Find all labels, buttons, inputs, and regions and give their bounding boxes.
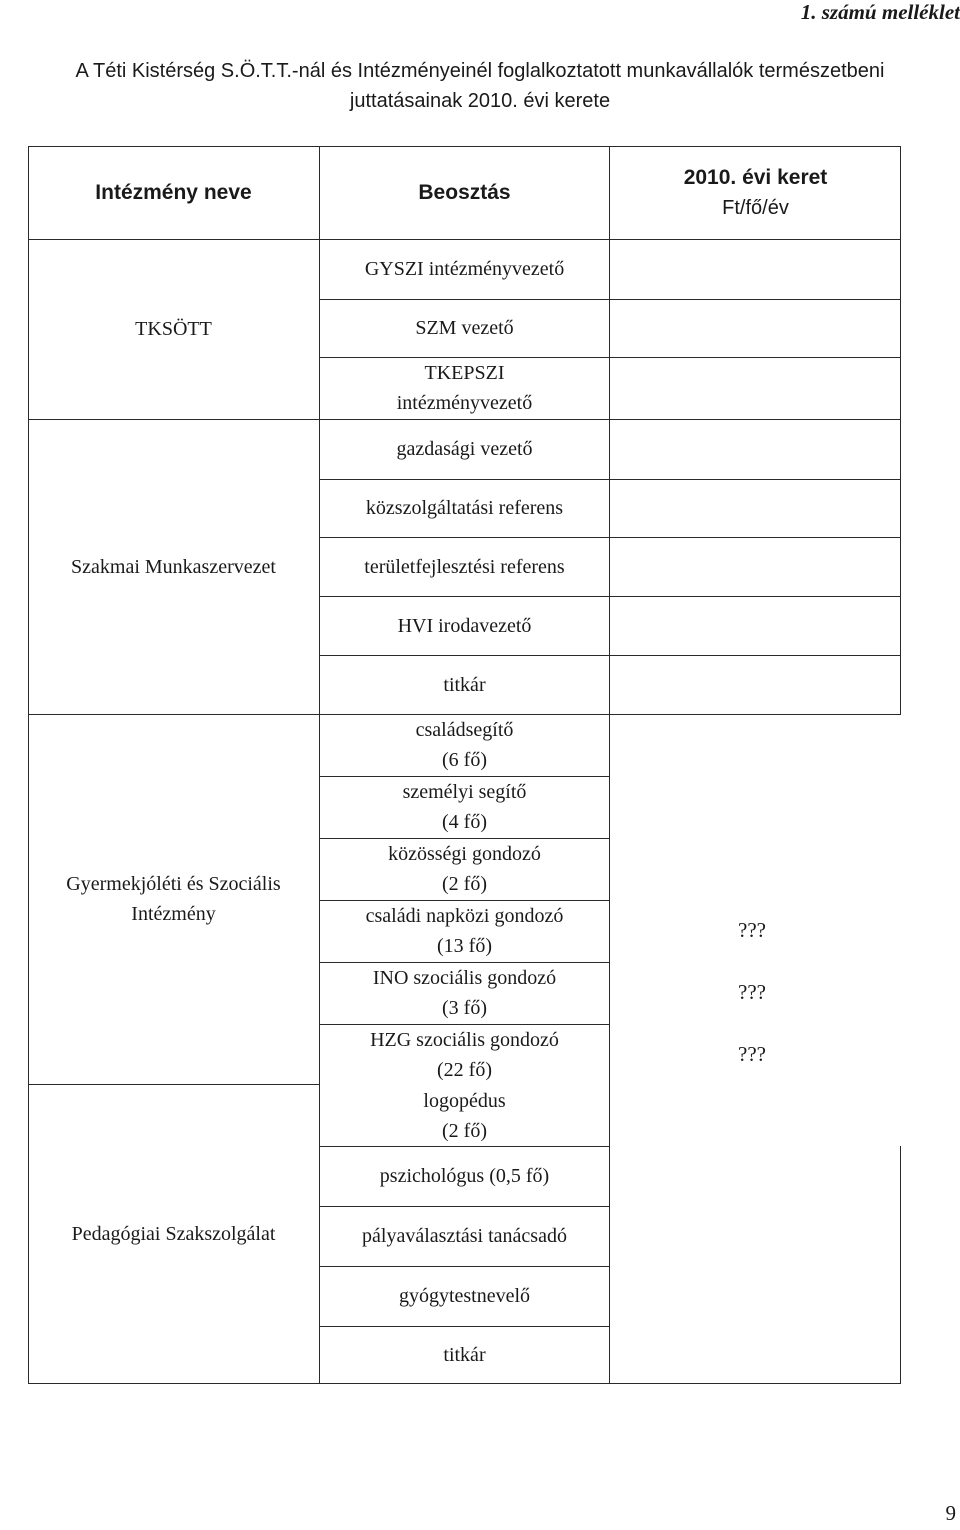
position-label: HZG szociális gondozó bbox=[370, 1029, 559, 1051]
position-label: SZM vezető bbox=[415, 317, 514, 339]
position-row bbox=[319, 1086, 610, 1146]
table-rule bbox=[319, 776, 610, 777]
document-title bbox=[0, 56, 960, 116]
table-rule bbox=[319, 1146, 610, 1147]
header-budget-year: 2010. évi keret bbox=[683, 165, 828, 189]
position-label: GYSZI intézményvezető bbox=[364, 258, 565, 280]
position-label: közszolgáltatási referens bbox=[365, 497, 564, 519]
document-title-line-1: A Téti Kistérség S.Ö.T.T.-nál és Intézményeinél foglalkoztatott munkavállalók természetbeni bbox=[75, 60, 885, 82]
table-rule bbox=[319, 1266, 610, 1267]
annex-label: 1. számú melléklet bbox=[800, 0, 960, 24]
position-label: INO szociális gondozó bbox=[372, 967, 557, 989]
table-rule bbox=[319, 357, 901, 358]
position-label: titkár bbox=[443, 673, 486, 696]
position-headcount: (3 fő) bbox=[442, 997, 487, 1019]
position-row bbox=[319, 655, 610, 714]
institution-pedagogiai-szakszolgalat: Pedagógiai Szakszolgálat bbox=[71, 1223, 276, 1245]
position-row bbox=[319, 1266, 610, 1326]
position-row bbox=[319, 479, 610, 537]
table-border bbox=[900, 1146, 901, 1384]
budget-value: ??? bbox=[738, 1042, 766, 1066]
page-number: 9 bbox=[945, 1501, 956, 1525]
position-row bbox=[319, 962, 610, 1024]
table-rule bbox=[28, 419, 901, 420]
institution-tksott: TKSÖTT bbox=[135, 318, 212, 340]
position-row bbox=[319, 1024, 610, 1086]
header-budget-unit: Ft/fő/év bbox=[722, 196, 789, 219]
position-headcount: (13 fő) bbox=[437, 935, 492, 957]
position-row bbox=[319, 239, 610, 299]
table-rule bbox=[319, 299, 901, 300]
table-rule bbox=[28, 714, 901, 715]
position-row bbox=[319, 714, 610, 776]
table-rule bbox=[319, 838, 610, 839]
position-headcount: (2 fő) bbox=[442, 873, 487, 895]
position-headcount: (2 fő) bbox=[442, 1120, 487, 1142]
position-label: gyógytestnevelő bbox=[398, 1285, 531, 1307]
institution-gyermekjoleti: Gyermekjóléti és Szociális Intézmény bbox=[66, 873, 281, 925]
table-rule bbox=[319, 1024, 610, 1025]
table-rule bbox=[609, 146, 610, 1384]
institution-szakmai-munkaszervezet: Szakmai Munkaszervezet bbox=[71, 555, 276, 578]
table-rule bbox=[319, 596, 901, 597]
position-row bbox=[319, 299, 610, 357]
position-row bbox=[319, 1146, 610, 1206]
position-label: gazdasági vezető bbox=[396, 438, 533, 460]
position-label: területfejlesztési referens bbox=[364, 555, 565, 578]
position-label: pszichológus (0,5 fő) bbox=[379, 1165, 550, 1187]
position-row bbox=[319, 900, 610, 962]
position-row bbox=[319, 596, 610, 655]
position-label: HVI irodavezető bbox=[397, 614, 532, 637]
table-rule bbox=[28, 1084, 319, 1085]
position-label: TKEPSZI bbox=[424, 362, 505, 384]
position-headcount: (6 fő) bbox=[442, 749, 487, 771]
table-border bbox=[28, 146, 901, 147]
position-row bbox=[319, 838, 610, 900]
table-rule bbox=[319, 655, 901, 656]
position-row bbox=[319, 776, 610, 838]
table-rule bbox=[28, 239, 901, 240]
table-border bbox=[900, 146, 901, 714]
table-rule bbox=[319, 1206, 610, 1207]
position-row bbox=[319, 1206, 610, 1266]
position-label: logopédus bbox=[423, 1090, 506, 1112]
benefits-table bbox=[28, 146, 901, 1384]
header-position: Beosztás bbox=[418, 180, 511, 204]
document-title-line-2: juttatásainak 2010. évi kerete bbox=[349, 90, 611, 112]
position-label: pályaválasztási tanácsadó bbox=[362, 1225, 567, 1247]
position-label: családi napközi gondozó bbox=[365, 905, 564, 927]
position-label: közösségi gondozó bbox=[388, 843, 541, 865]
table-rule bbox=[319, 900, 610, 901]
table-rule bbox=[319, 1326, 610, 1327]
table-border bbox=[28, 146, 29, 1384]
position-label-line-2: intézményvezető bbox=[396, 392, 533, 414]
table-rule bbox=[319, 479, 901, 480]
position-headcount: (4 fő) bbox=[442, 811, 487, 833]
table-rule bbox=[319, 537, 901, 538]
table-rule bbox=[319, 146, 320, 1384]
position-row bbox=[319, 537, 610, 596]
position-row bbox=[319, 1326, 610, 1384]
table-border bbox=[28, 1383, 901, 1384]
position-label: családsegítő bbox=[415, 719, 514, 741]
header-institution: Intézmény neve bbox=[95, 180, 252, 204]
position-headcount: (22 fő) bbox=[437, 1059, 492, 1081]
position-label: titkár bbox=[443, 1344, 486, 1366]
position-row bbox=[319, 357, 610, 419]
header-budget bbox=[610, 146, 901, 239]
position-label: személyi segítő bbox=[402, 781, 527, 803]
budget-value: ??? bbox=[738, 980, 766, 1004]
budget-value: ??? bbox=[738, 918, 766, 942]
table-rule bbox=[319, 962, 610, 963]
position-row bbox=[319, 419, 610, 479]
